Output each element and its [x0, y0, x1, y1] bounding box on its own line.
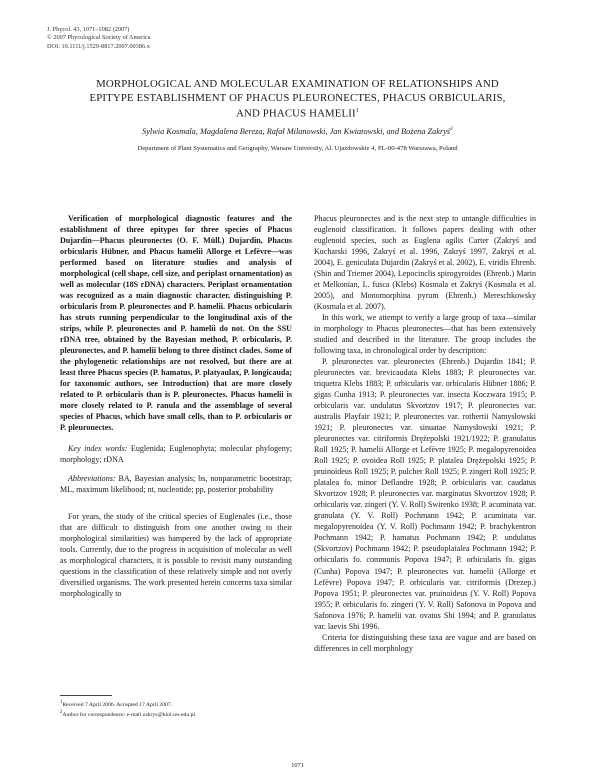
journal-header [47, 26, 151, 51]
right-paragraph-4: Criteria for distinguishing these taxa are vague and are based on differences in cell morphology [314, 632, 536, 653]
article-title [40, 78, 555, 121]
affiliation: Department of Plant Systematics and Geography, Warsaw University, Al. Ujazdowskie 4, PL-00-478 Warszawa, Poland [137, 145, 458, 152]
author-footnote-mark: 2 [450, 126, 453, 132]
copyright-line: © 2007 Phycological Society of America [47, 34, 151, 42]
abbreviations [60, 473, 292, 495]
doi-line: DOI: 10.1111/j.1529-8817.2007.00386.x [47, 42, 150, 50]
journal-citation: J. Phycol. 43, 1071–1082 (2007) [47, 26, 130, 33]
abbreviations-label: Abbreviations: [68, 474, 116, 484]
page-number: 1071 [291, 762, 304, 769]
keywords [60, 443, 292, 465]
right-paragraph-2: In this work, we attempt to verify a large group of taxa—similar in morphology to Phacus pleuronectes—that has been extensively studied and described in the literature. The group includes the following taxa, in chronological order by description: [314, 313, 536, 356]
author-names: Sylwia Kosmala, Magdalena Bereza, Rafał Milanowski, Jan Kwiatowski, and Bożena Zakryś [142, 126, 451, 136]
abstract: Verification of morphological diagnostic features and the establishment of three epitypes for three species of Phacus Dujardin—Phacus pleuronectes (O. F. Müll.) Dujardin, Phacus orbicularis Hübner, and Phacus hamelii Allorge et Lefèvre—was performed based on literature studies and analysis of morphological (cell shape, cell size, and periplast ornamentation) as well as molecular (18S rDNA) characters. Periplast ornamentation was recognized as a main diagnostic character, distinguishing P. orbicularis from P. pleuronectes and P. hamelii. Phacus orbicularis has struts running perpendicular to the longitudinal axis of the strips, while P. pleuronectes and P. hamelii do not. On the SSU rDNA tree, obtained by the Bayesian method, P. orbicularis, P. pleuronectes, and P. hamelii belong to three distinct clades. Some of the phylogenetic relationships are not resolved, but there are at least three Phacus species (P. hamatus, P. platyaulax, P. longicauda; for taxonomic authors, see Introduction) that are more closely related to P. orbicularis than is P. pleuronectes. Phacus hamelii is more closely related to P. ranula and the assemblage of several species of Phacus, which have small cells, than to P. orbicularis or P. pleuronectes. [60, 214, 293, 433]
introduction-paragraph: For years, the study of the critical species of Euglenales (i.e., those that are difficult to distinguish from one another owing to their morphological similarities) was hampered by the lack of appropriate tools. Currently, due to the progress in acquisition of molecular as well as morphological characters, it is possible to revisit many outstanding questions in the classification of these relatively simple and not overly diversified organisms. The work presented herein concerns taxa similar morphologically to [60, 512, 292, 599]
taxa-list-paragraph: P. pleuronectes var. pleuronectes (Ehrenb.) Dujardin 1841; P. pleuronectes var. brevicaudata Klebs 1883; P. pleuronectes var. triquetra Klebs 1883; P. orbicularis var. orbicularis Hübner 1886; P. gigas Cunha 1913; P. pleuronectes var. insecta Koczwara 1915; P. orbicularis var. undulatus Skvortzov 1917; P. pleuronectes var. australis Playfair 1921; P. pleuronectes var. rothertii Namysłowski 1921; P. pleuronectes var. sinuatae Namysłowski 1921; P. pleuronectes var. citriformis Drężepolski 1921/1922; P. granulatus Roll 1925; P. hamelii Allorge et Lefèvre 1925; P. megalopyrenoidea Roll 1925; P. ovoidea Roll 1925; P. platalea Drężepolski 1925; P. pruinoideus Roll 1925; P. pulcher Roll 1925; P. zingeri Roll 1925; P. platalea fo. minor Deflandre 1928; P. orbicularis var. caudatus Skvortzov 1928; P. pleuronectes var. marginatus Skvortzov 1928; P. orbicularis var. zingeri (Y. V. Roll) Swirenko 1938; P. acuminata var. granulata (Y. V. Roll) Pochmann 1942; P. acuminata var. megalopyrenoidea (Y. V. Roll) Pochmann 1942; P. brachykentron Pochmann 1942; P. hamatus Pochmann 1942; P. undulatus (Skvortzov) Pochmann 1942; P. pseudoplatalea Pochmann 1942; P. orbicularis fo. communis Popova 1947; P. orbicularis fo. gigas (Cunha) Popova 1947; P. pleuronectes var. hamelii (Allorge et Lefèvre) Popova 1947; P. orbicularis var. citriformis (Drezep.) Popova 1951; P. pleuronectes var. pruinoideus (Y. V. Roll) Popova 1955; P. orbicularis fo. zingeri (Y. V. Roll) Safonova in Popova and Safonova 1976; P. hamelii var. ovatus Shi 1994; and P. granulatus var. laevis Shi 1996. [314, 357, 536, 631]
right-paragraph-1: Phacus pleuronectes and is the next step to untangle difficulties in euglenoid classification. It follows papers dealing with other euglenoid species, such as Euglena agilis Carter (Zakryś and Kucharski 1996, Zakryś et al. 1996, Zakryś 1997, Zakryś et al. 2004), E. geniculata Dujardin (Zakryś et al. 2002), E. viridis Ehrenb. (Shin and Triemer 2004), Lepocinclis spirogyroides (Ehrenb.) Marin et Melkonian, L. fusca (Klebs) Kosmala et Zakryś (Kosmala et al. 2005), and Monomorphina pyrum (Ehrenb.) Mereschkowsky (Kosmala et al. 2007). [314, 214, 536, 312]
title-line-1: MORPHOLOGICAL AND MOLECULAR EXAMINATION OF RELATIONSHIPS AND [96, 78, 499, 90]
author-list [40, 126, 555, 136]
title-footnote-mark: 1 [355, 108, 359, 115]
left-column [60, 213, 292, 600]
footnote-2: $^2$Author for correspondence: e-mail zakrys@biol.uw.edu.pl. [60, 709, 197, 718]
footnotes [60, 699, 292, 719]
title-line-2: EPITYPE ESTABLISHMENT OF PHACUS PLEURONECTES, PHACUS ORBICULARIS, [89, 91, 506, 104]
keywords-label: Key index words: [68, 444, 128, 454]
title-line-3: AND PHACUS HAMELII [236, 107, 356, 120]
abbreviations-text: BA, Bayesian analysis; bs, nonparametric bootstrap; ML, maximum likelihood; nt, nucleotide; pp, posterior probability [60, 474, 292, 495]
footnote-1: $^1$Received 7 April 2006. Accepted 17 April 2007. [60, 700, 173, 708]
right-column [314, 213, 536, 654]
keywords-text: Euglenida; Euglenophyta; molecular phylogeny; morphology; rDNA [60, 444, 292, 465]
footnote-rule [60, 695, 112, 696]
